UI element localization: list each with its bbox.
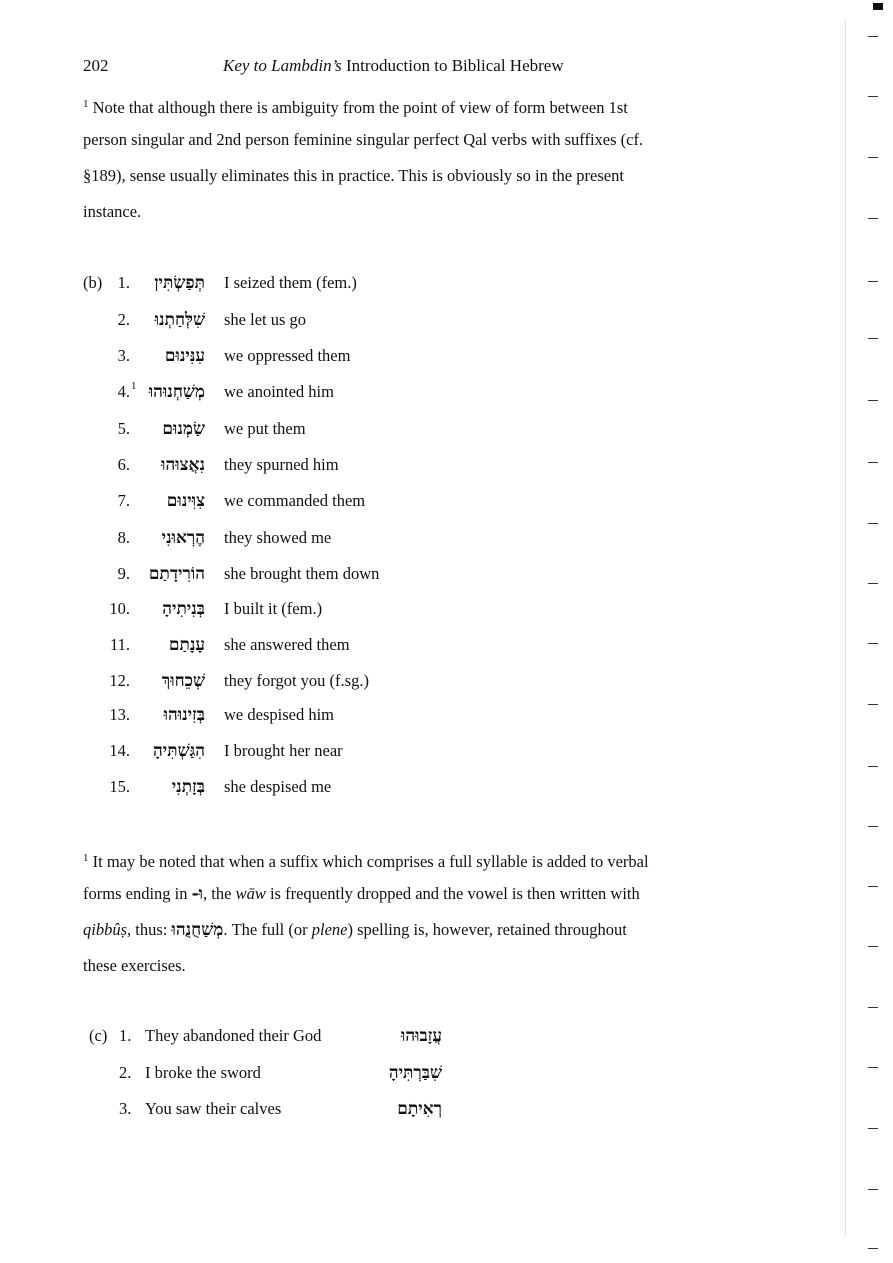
footnote-text: , thus: [127, 920, 172, 939]
hebrew-form: הוֹרִידָתַם [148, 564, 205, 584]
english-gloss: they showed me [224, 528, 332, 547]
footnote-1 [83, 86, 723, 230]
margin-tick [868, 523, 878, 524]
footnote-line [83, 86, 723, 122]
item-number: 3. [119, 1099, 132, 1118]
exercise-item [0, 564, 600, 594]
item-number: 3. [117, 346, 130, 365]
exercise-item [0, 528, 600, 558]
margin-tick [868, 643, 878, 644]
hebrew-translation: רְאִיתָם [397, 1099, 442, 1119]
margin-tick [868, 400, 878, 401]
hebrew-form: נִאֲצוּהוּ [161, 455, 205, 475]
margin-tick [868, 704, 878, 705]
footnote-2 [83, 840, 723, 984]
scan-margin-shadow [845, 20, 860, 1235]
hebrew-translation: שִׁבַּרְתִּיהָ [388, 1063, 442, 1083]
hebrew-form: שִׁלְּחַתְנוּ [154, 310, 205, 330]
margin-tick [868, 1067, 878, 1068]
item-number: 2. [119, 1063, 132, 1082]
hebrew-example: מְשַׁחֻנֻהוּ [171, 920, 224, 940]
hebrew-form: צִוִּינוּם [166, 491, 205, 511]
english-gloss: they forgot you (f.sg.) [224, 671, 369, 690]
exercise-item [0, 310, 600, 340]
footnote-text: , the [203, 884, 236, 903]
hebrew-form: הִגַּשְׁתִּיהָ [152, 741, 205, 761]
margin-tick [868, 946, 878, 947]
scan-corner-mark [873, 3, 883, 10]
footnote-line [83, 876, 723, 912]
english-sentence: You saw their calves [145, 1099, 282, 1118]
margin-tick [868, 766, 878, 767]
exercise-item [0, 777, 600, 807]
exercise-item [0, 455, 600, 485]
hebrew-form: מְשַׁחְנוּהוּ [148, 382, 205, 402]
margin-tick [868, 338, 878, 339]
margin-tick [868, 96, 878, 97]
hebrew-suffix: וּ- [191, 884, 204, 904]
margin-tick [868, 1189, 878, 1190]
footnote-text: is frequently dropped and the vowel is then written with [265, 884, 640, 903]
margin-tick [868, 281, 878, 282]
margin-tick [868, 826, 878, 827]
footnote-ref-marker: 1 [131, 380, 137, 392]
footnote-marker: 1 [83, 852, 89, 864]
footnote-italic-term: wāw [235, 884, 266, 903]
margin-tick [868, 462, 878, 463]
footnote-line [83, 840, 723, 876]
item-number: 12. [109, 671, 130, 690]
margin-tick [868, 886, 878, 887]
margin-tick [868, 583, 878, 584]
english-sentence: They abandoned their God [145, 1026, 322, 1045]
hebrew-form: הֶרְאוּנִי [161, 528, 205, 548]
english-gloss: we anointed him [224, 382, 334, 401]
footnote-text: ) spelling is, however, retained throughout [347, 920, 627, 939]
item-number: 14. [109, 741, 130, 760]
footnote-italic-term: qibbûṣ [83, 920, 128, 939]
hebrew-form: עִנִּינוּם [164, 346, 205, 366]
footnote-marker: 1 [83, 98, 89, 110]
hebrew-translation: עֲזָבוּהוּ [400, 1026, 442, 1046]
item-number: 7. [117, 491, 130, 510]
section-b-label: (b) [83, 273, 103, 292]
exercise-item [0, 491, 600, 521]
english-gloss: they spurned him [224, 455, 339, 474]
footnote-line: §189), sense usually eliminates this in practice. This is obviously so in the present [83, 166, 624, 185]
item-number: 8. [117, 528, 130, 547]
exercise-item [0, 705, 600, 735]
hebrew-form: בְּנִיתִיהָ [162, 599, 205, 619]
item-number: 15. [109, 777, 130, 796]
margin-tick [868, 36, 878, 37]
footnote-line: person singular and 2nd person feminine singular perfect Qal verbs with suffixes (cf. [83, 130, 644, 149]
hebrew-form: שְׁכֵחוּךְ [161, 671, 205, 691]
page-number: 202 [83, 56, 109, 75]
item-number: 1. [117, 273, 130, 292]
english-gloss: we oppressed them [224, 346, 351, 365]
hebrew-form: שַׂמְנוּם [162, 419, 205, 439]
footnote-italic-term: plene [311, 920, 348, 939]
english-gloss: I built it (fem.) [224, 599, 323, 618]
hebrew-form: בְּזָתְנִי [171, 777, 205, 797]
margin-tick [868, 1007, 878, 1008]
english-gloss: I seized them (fem.) [224, 273, 357, 292]
footnote-line: instance. [83, 202, 142, 221]
english-gloss: she let us go [224, 310, 307, 329]
exercise-item [0, 635, 600, 665]
translation-item [0, 1099, 600, 1129]
exercise-item [0, 273, 600, 303]
footnote-text: . The full (or [223, 920, 312, 939]
english-gloss: she brought them down [224, 564, 380, 583]
margin-tick [868, 218, 878, 219]
item-number: 10. [109, 599, 130, 618]
exercise-item [0, 599, 600, 629]
footnote-text: forms ending in [83, 884, 192, 903]
translation-item [0, 1026, 600, 1056]
item-number: 5. [117, 419, 130, 438]
english-gloss: she answered them [224, 635, 350, 654]
exercise-item [0, 382, 600, 412]
margin-tick [868, 1128, 878, 1129]
english-sentence: I broke the sword [145, 1063, 261, 1082]
exercise-item [0, 419, 600, 449]
footnote-line [83, 912, 723, 948]
english-gloss: I brought her near [224, 741, 343, 760]
footnote-text: It may be noted that when a suffix which comprises a full syllable is added to verbal [88, 852, 649, 871]
section-c-label: (c) [89, 1026, 108, 1045]
running-header [223, 56, 564, 76]
item-number: 9. [117, 564, 130, 583]
hebrew-form: עָנָתַם [168, 635, 205, 655]
footnote-text: Note that although there is ambiguity from the point of view of form between 1st [88, 98, 628, 117]
margin-tick [868, 157, 878, 158]
header-title-italic: Key to Lambdin’s [223, 56, 342, 75]
exercise-item [0, 741, 600, 771]
hebrew-form: בְּזִינוּהוּ [163, 705, 205, 725]
item-number: 2. [117, 310, 130, 329]
item-number: 13. [109, 705, 130, 724]
item-number: 4. [117, 382, 130, 401]
translation-item [0, 1063, 600, 1093]
exercise-item [0, 671, 600, 701]
item-number: 11. [109, 635, 130, 654]
footnote-line: these exercises. [83, 956, 186, 975]
english-gloss: we despised him [224, 705, 334, 724]
margin-tick [868, 1248, 878, 1249]
header-title-rest: Introduction to Biblical Hebrew [341, 56, 564, 75]
english-gloss: we put them [224, 419, 306, 438]
item-number: 1. [119, 1026, 132, 1045]
item-number: 6. [117, 455, 130, 474]
exercise-item [0, 346, 600, 376]
english-gloss: we commanded them [224, 491, 366, 510]
hebrew-form: תְּפַשְׂתִּין [154, 273, 205, 293]
english-gloss: she despised me [224, 777, 332, 796]
